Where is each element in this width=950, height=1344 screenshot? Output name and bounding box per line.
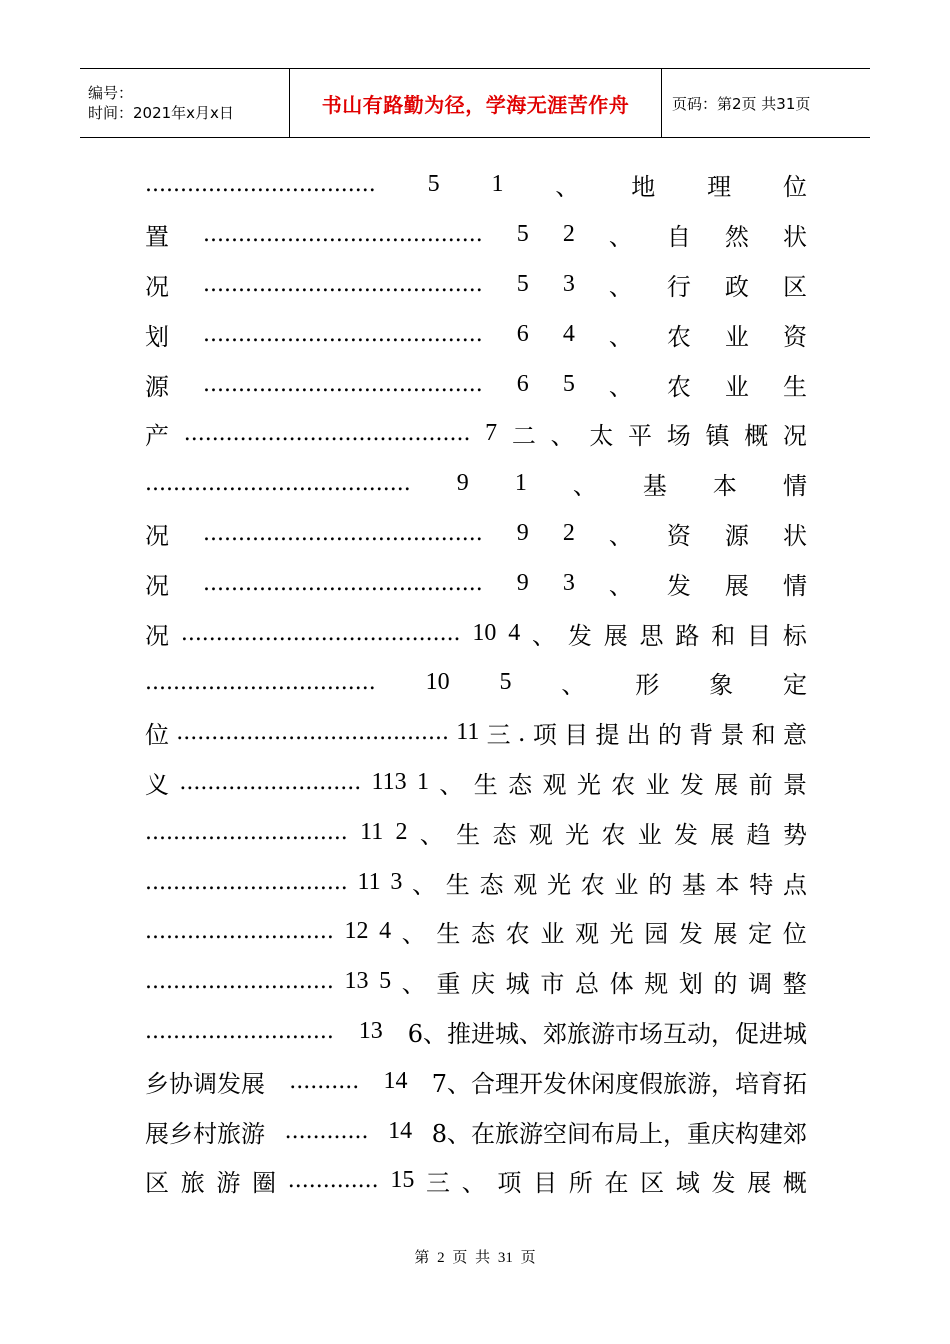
toc-text: 目 — [747, 621, 772, 650]
toc-number: 5 — [562, 370, 575, 397]
toc-text: 路 — [675, 621, 700, 650]
toc-text: 、 — [401, 920, 426, 949]
toc-text: 源 — [724, 521, 749, 550]
toc-text: 态 — [479, 870, 504, 899]
toc-line — [145, 1106, 807, 1156]
table-of-contents — [145, 160, 807, 1206]
toc-text: 产 — [145, 422, 169, 451]
toc-text: 、 — [608, 521, 633, 550]
toc-text: 业 — [540, 920, 565, 949]
toc-number: 5 — [516, 270, 529, 297]
toc-leader-dots: ........................................ — [180, 620, 461, 646]
toc-number: 9 — [516, 569, 529, 596]
toc-text: 、 — [532, 621, 557, 650]
toc-text: 展 — [747, 1169, 772, 1198]
toc-number: 15 — [390, 1167, 415, 1194]
toc-text: 提 — [595, 721, 620, 750]
toc-text: 出 — [626, 721, 651, 750]
toc-number: 11 — [456, 719, 480, 746]
toc-line — [145, 509, 807, 559]
toc-text: 重 — [436, 970, 461, 999]
toc-leader-dots: ......................................... — [183, 421, 471, 447]
toc-text: 的 — [648, 870, 673, 899]
toc-text: 业 — [637, 820, 662, 849]
toc-line — [145, 807, 807, 857]
toc-number: 2 — [562, 221, 575, 248]
toc-number: 3 — [562, 270, 575, 297]
toc-text: 定 — [782, 671, 807, 700]
toc-text: 区 — [782, 272, 807, 301]
toc-text: 、 — [550, 422, 575, 451]
toc-line — [145, 409, 807, 459]
toc-leader-dots: ...................................... — [145, 471, 411, 497]
toc-text: 、 — [412, 870, 437, 899]
toc-text: 态 — [471, 920, 496, 949]
toc-number: 1 — [417, 768, 430, 795]
toc-text: 城 — [505, 970, 530, 999]
toc-number: 13 — [358, 1017, 383, 1044]
toc-leader-dots: ........................................ — [203, 222, 483, 248]
toc-text: 、 — [401, 970, 426, 999]
toc-text: 光 — [546, 870, 571, 899]
toc-text: 本 — [715, 870, 740, 899]
toc-text: 观 — [574, 920, 599, 949]
toc-text: 态 — [492, 820, 517, 849]
toc-number: 14 — [388, 1117, 413, 1144]
toc-text: 生 — [436, 920, 461, 949]
toc-number: 12 — [344, 918, 369, 945]
toc-number: 9 — [456, 470, 469, 497]
toc-text: 光 — [609, 920, 634, 949]
toc-text: 况 — [145, 521, 169, 550]
toc-line — [145, 1156, 807, 1206]
toc-line — [145, 957, 807, 1007]
toc-text: 光 — [565, 820, 590, 849]
toc-leader-dots: ....................................... — [176, 720, 449, 746]
toc-number: 3 — [562, 569, 575, 596]
toc-text: 、 — [608, 272, 633, 301]
toc-number: 13 — [344, 968, 369, 995]
toc-text: 情 — [782, 472, 807, 501]
toc-line — [145, 758, 807, 808]
toc-line — [145, 309, 807, 359]
toc-leader-dots: ........................................ — [203, 321, 483, 347]
toc-number: 2 — [395, 818, 408, 845]
toc-text: 景 — [782, 770, 807, 799]
toc-line — [145, 857, 807, 907]
toc-text: 业 — [614, 870, 639, 899]
toc-text: 位 — [782, 173, 807, 202]
toc-leader-dots: ........................... — [145, 969, 334, 995]
toc-text: 理 — [707, 173, 732, 202]
toc-line — [145, 260, 807, 310]
toc-leader-dots: ............................. — [145, 869, 348, 895]
toc-text: 源 — [145, 372, 169, 401]
toc-text: 势 — [782, 820, 807, 849]
toc-number: 14 — [383, 1067, 408, 1094]
toc-text: 行 — [666, 272, 691, 301]
toc-text: 前 — [748, 770, 773, 799]
toc-text: 本 — [712, 472, 737, 501]
toc-text: 展 — [713, 920, 738, 949]
toc-line — [145, 608, 807, 658]
toc-number: 6 — [516, 370, 529, 397]
toc-leader-dots: ................................. — [145, 172, 376, 198]
toc-text: 义 — [145, 770, 169, 799]
page-info-text: 页码：第2页 共31页 — [672, 94, 811, 113]
toc-text: 三 — [486, 721, 511, 750]
header-meta — [80, 69, 290, 137]
toc-number: 9 — [516, 519, 529, 546]
toc-text: 象 — [709, 671, 734, 700]
toc-text: 旅 — [180, 1169, 205, 1198]
toc-leader-dots: ........................... — [145, 919, 334, 945]
toc-text: 发 — [666, 571, 691, 600]
toc-text: 8、在旅游空间布局上，重庆构建郊 — [431, 1119, 807, 1148]
toc-text: 状 — [782, 521, 807, 550]
toc-text: 圈 — [252, 1169, 277, 1198]
toc-text: 体 — [609, 970, 634, 999]
toc-text: 业 — [724, 322, 749, 351]
toc-text: 观 — [542, 770, 567, 799]
toc-number: 1 — [514, 470, 527, 497]
toc-leader-dots: ........................................ — [203, 271, 483, 297]
toc-text: 域 — [675, 1169, 700, 1198]
motto-text: 书山有路勤为径，学海无涯苦作舟 — [321, 92, 630, 117]
toc-text: 情 — [782, 571, 807, 600]
toc-line — [145, 359, 807, 409]
toc-text: 展乡村旅游 — [145, 1119, 265, 1148]
toc-text: 、 — [608, 571, 633, 600]
toc-text: 标 — [782, 621, 807, 650]
toc-text: 总 — [574, 970, 599, 999]
toc-text: 、 — [561, 671, 586, 700]
toc-text: 政 — [724, 272, 749, 301]
toc-text: 资 — [666, 521, 691, 550]
toc-text: 发 — [679, 770, 704, 799]
toc-text: 规 — [644, 970, 669, 999]
toc-text: 整 — [782, 970, 807, 999]
toc-text: 定 — [748, 920, 773, 949]
toc-text: 展 — [714, 770, 739, 799]
toc-number: 5 — [379, 968, 392, 995]
toc-number: 5 — [516, 221, 529, 248]
toc-text: 游 — [216, 1169, 241, 1198]
toc-text: 观 — [528, 820, 553, 849]
toc-text: 划 — [678, 970, 703, 999]
toc-number: 4 — [379, 918, 392, 945]
toc-number: 2 — [562, 519, 575, 546]
toc-text: 的 — [713, 970, 738, 999]
toc-text: 项 — [497, 1169, 522, 1198]
toc-text: 的 — [657, 721, 682, 750]
toc-text: 乡协调发展 — [145, 1069, 265, 1098]
toc-text: 农 — [580, 870, 605, 899]
toc-text: 自 — [666, 223, 691, 252]
date-label: 时间：2021年x月x日 — [88, 104, 234, 122]
toc-line — [145, 708, 807, 758]
toc-text: 农 — [666, 372, 691, 401]
toc-text: 和 — [711, 621, 736, 650]
toc-text: 发 — [567, 621, 592, 650]
toc-text: 农 — [611, 770, 636, 799]
toc-text: 况 — [782, 422, 807, 451]
toc-line — [145, 658, 807, 708]
toc-number: 4 — [562, 320, 575, 347]
toc-number: 11 — [357, 868, 381, 895]
toc-leader-dots: ........................... — [145, 1018, 334, 1044]
toc-text: 概 — [782, 1169, 807, 1198]
toc-text: 状 — [782, 223, 807, 252]
toc-number: 5 — [499, 669, 512, 696]
toc-text: 和 — [751, 721, 776, 750]
toc-leader-dots: .......... — [289, 1068, 360, 1094]
toc-text: 所 — [568, 1169, 593, 1198]
header-motto-cell — [290, 69, 662, 137]
toc-text: 二 — [511, 422, 536, 451]
toc-text: 、 — [572, 472, 597, 501]
toc-number: 11 — [360, 818, 384, 845]
toc-number: 3 — [390, 868, 403, 895]
toc-number: 7 — [485, 420, 498, 447]
toc-number: 4 — [508, 619, 521, 646]
toc-text: 、 — [608, 322, 633, 351]
toc-text: 态 — [508, 770, 533, 799]
toc-text: 趋 — [746, 820, 771, 849]
toc-text: 区 — [145, 1169, 169, 1198]
toc-text: 形 — [635, 671, 660, 700]
toc-leader-dots: ............. — [287, 1168, 379, 1194]
toc-text: 发 — [711, 1169, 736, 1198]
toc-text: 业 — [724, 372, 749, 401]
toc-line — [145, 1056, 807, 1106]
toc-text: 区 — [640, 1169, 665, 1198]
toc-text: 概 — [744, 422, 769, 451]
toc-text: 发 — [678, 920, 703, 949]
toc-leader-dots: ............................. — [145, 819, 348, 845]
toc-number: 6 — [516, 320, 529, 347]
toc-text: 调 — [748, 970, 773, 999]
toc-text: 资 — [782, 322, 807, 351]
toc-text: 、 — [608, 372, 633, 401]
serial-number-label: 编号： — [88, 84, 134, 102]
toc-leader-dots: ........................................ — [203, 371, 483, 397]
page-footer: 第 2 页 共 31 页 — [414, 1250, 536, 1266]
toc-text: 况 — [145, 621, 169, 650]
toc-text: 观 — [513, 870, 538, 899]
toc-line — [145, 907, 807, 957]
toc-text: 、 — [419, 820, 444, 849]
toc-text: 展 — [603, 621, 628, 650]
toc-text: 特 — [749, 870, 774, 899]
toc-text: 景 — [720, 721, 745, 750]
toc-line — [145, 160, 807, 210]
toc-text: 生 — [782, 372, 807, 401]
toc-text: 基 — [681, 870, 706, 899]
toc-text: 三 — [426, 1169, 451, 1198]
header-page-info-cell — [662, 69, 870, 137]
toc-text: 业 — [645, 770, 670, 799]
toc-text: 平 — [628, 422, 653, 451]
toc-number: 10 — [425, 669, 450, 696]
toc-leader-dots: ........................................ — [203, 570, 483, 596]
toc-text: 、 — [555, 173, 580, 202]
toc-text: 项 — [532, 721, 557, 750]
toc-leader-dots: ............ — [284, 1118, 369, 1144]
toc-text: 思 — [639, 621, 664, 650]
toc-leader-dots: ................................. — [145, 670, 376, 696]
toc-text: 、 — [608, 223, 633, 252]
toc-leader-dots: ........................................ — [203, 520, 483, 546]
toc-text: 划 — [145, 322, 169, 351]
toc-text: 、 — [461, 1169, 486, 1198]
toc-text: 况 — [145, 272, 169, 301]
toc-text: 背 — [689, 721, 714, 750]
toc-line — [145, 210, 807, 260]
toc-text: 7、合理开发休闲度假旅游，培育拓 — [431, 1069, 807, 1098]
toc-text: 6、推进城、郊旅游市场互动，促进城 — [407, 1019, 807, 1048]
toc-text: 展 — [724, 571, 749, 600]
toc-text: 展 — [710, 820, 735, 849]
toc-text: 生 — [473, 770, 498, 799]
toc-text: . — [517, 718, 526, 747]
toc-text: 市 — [540, 970, 565, 999]
toc-line — [145, 1007, 807, 1057]
toc-text: 意 — [782, 721, 807, 750]
toc-text: 目 — [564, 721, 589, 750]
toc-line — [145, 459, 807, 509]
toc-text: 农 — [601, 820, 626, 849]
toc-text: 地 — [631, 173, 656, 202]
toc-number: 113 — [371, 768, 407, 795]
toc-line — [145, 558, 807, 608]
toc-text: 场 — [666, 422, 691, 451]
toc-text: 然 — [724, 223, 749, 252]
toc-text: 发 — [674, 820, 699, 849]
toc-number: 10 — [472, 619, 497, 646]
toc-leader-dots: .......................... — [179, 769, 362, 795]
toc-text: 、 — [439, 770, 464, 799]
toc-text: 镇 — [705, 422, 730, 451]
toc-text: 太 — [589, 422, 614, 451]
toc-text: 置 — [145, 223, 169, 252]
toc-text: 目 — [533, 1169, 558, 1198]
toc-text: 生 — [456, 820, 481, 849]
toc-text: 农 — [666, 322, 691, 351]
toc-text: 在 — [604, 1169, 629, 1198]
toc-text: 况 — [145, 571, 169, 600]
toc-text: 基 — [642, 472, 667, 501]
toc-text: 位 — [782, 920, 807, 949]
toc-text: 园 — [644, 920, 669, 949]
document-header — [80, 68, 870, 138]
toc-text: 位 — [145, 721, 169, 750]
toc-text: 光 — [576, 770, 601, 799]
toc-number: 5 — [427, 171, 440, 198]
toc-text: 庆 — [471, 970, 496, 999]
toc-text: 点 — [782, 870, 807, 899]
toc-text: 生 — [445, 870, 470, 899]
toc-number: 1 — [491, 171, 504, 198]
toc-text: 农 — [505, 920, 530, 949]
